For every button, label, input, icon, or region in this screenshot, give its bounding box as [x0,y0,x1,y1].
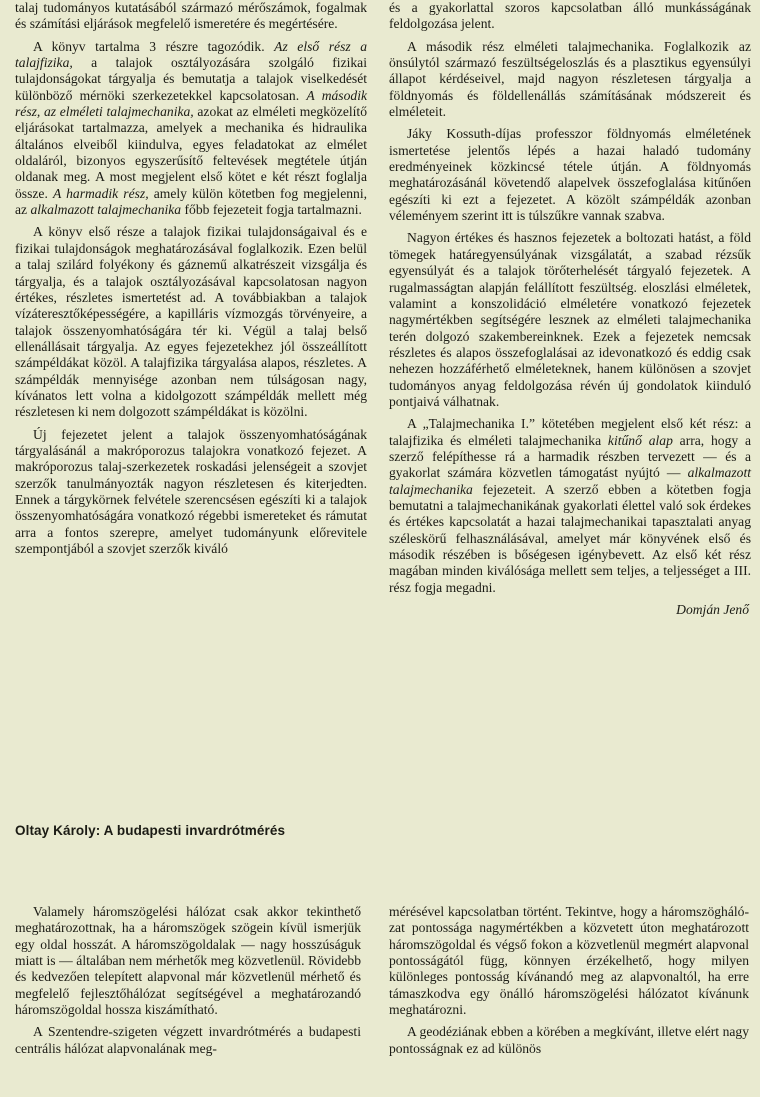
article-heading: Oltay Károly: A budapesti invardrótmérés [15,823,286,838]
paragraph: Új fejezetet jelent a talajok összenyomhatóságának tárgyalásánál a makróporozus talajokra vonatkozó fejezet. A makróporozus talaj-szerkezetek roskadási jelenségeit a szovjet szerzők tanulmányozták nagyon részletesen és kiterjedten. Ennek a tárgykörnek felvétele szerencsésen egészíti ki a talajok összenyomhatóságára vonatkozó régebbi ismereteket és rámutat arra a fontos szerepre, amelyet tudományunk előrevitele szempontjából a szovjet szerzők kiváló [15,426,367,556]
paragraph: mérésével kapcsolatban történt. Tekintve, hogy a háromszöghálózat pontossága nagymértékben a közvetett úton meghatározott háromszögoldal és végső fokon a közvetlenül megmért alapvonal pontosságától függ, könnyen érzékelhető, hogy milyen különleges pontosság kívánandó meg az alapvonaltól, ha erre támaszkodva egy önálló háromszögelési hálózatot kívánunk meghatározni. [389,904,749,1018]
paragraph: Nagyon értékes és hasznos fejezetek a boltozati hatást, a föld tömegek határegyensúlyának vizsgálatát, a szabad rézsűk egyensúlyát és a talajok törőterhelését tárgyaló fejezetek. A rugalmasságtan alapján felállított feszültség. eloszlási elméletek, valamint a konszolidáció elméletére vonatkozó fejezetek nagymértékben segítségére lesznek az elméleti talajmechanika terén dolgozó szakembereinknek. Ezek a fejezetek nemcsak részletes és alapos összefoglalásai az idevonatkozó és eddig csak nehezen hozzáférhető elméleteknek, hanem különösen a szovjet tudományos anyag feldolgozása révén új gondolatok kiinduló pontjaivá válhatnak. [389,230,751,409]
paragraph: Valamely háromszögelési hálózat csak akkor tekinthető meghatározottnak, ha a háromszögek szögein kívül ismerjük egy oldal hosszát. A háromszögoldalak — nagy hosszúságuk miatt is — általában nem mérhetők meg közvetlenül. Rövidebb és kedvezően telepített alapvonal már közvetlenül mérhető és megfelelő fejlesztőhálózat segítségével a meghatározandó háromszögoldal hossza kiszámítható. [15,904,361,1018]
article-left-column [15,904,361,1063]
paragraph: A második rész elméleti talajmechanika. Foglalkozik az önsúlytól származó feszültségeloszlás és a plasztikus egyensúlyi állapot kérdéseivel, majd nagyon részletesen tárgyalja a földnyomás és földellenállás számításának módszereit és elméleteit. [389,38,751,120]
paragraph: A könyv első része a talajok fizikai tulajdonságaival és e fizikai tulajdonságok meghatározásával foglalkozik. Ezen belül a talaj szilárd folyékony és gáznemű alkatrészeit vizsgálja és tárgyalja, és a talajok osztályozásával kapcsolatosan nagyon értékes, részletes ismertetést ad. A továbbiakban a talajok vízáteresztőképességére, a kapilláris vízmozgás törvényeire, a talajok összenyomhatóságára tér ki. Végül a talaj belső ellenállásait tárgyalja. Az egyes fejezetekhez jól összeállított számpéldákat közöl. A talajfizika tárgyalása alapos, részletes. A számpéldák mennyisége azonban nem túlságosan nagy, kívánatos lett volna a kidolgozott számpéldák mellett még részletesen ki nem dolgozott számpéldákat is közölni. [15,224,367,420]
paragraph: A Szentendre-szigeten végzett invardrótmérés a budapesti centrális hálózat alapvonalának meg- [15,1024,361,1056]
paragraph: talaj tudományos kutatásából származó mérőszámok, fogalmak és számítási eljárások megfelelő ismeretére és megértésére. [15,0,367,32]
paragraph: A geodéziának ebben a körében a megkívánt, illetve elért nagy pontosságnak ez ad különös [389,1024,749,1056]
paragraph: A „Talajmechanika I.” kötetében megjelent első két rész: a talajfizika és elméleti talajmechanika kitűnő alap arra, hogy a szerző felépíthesse rá a harmadik részben tervezett — és a gyakorlat számára közvetlen támogatást nyújtó — alkalmazott talajmechanika fejezeteit. A szerző ebben a kötetben fogja bemutatni a talajmechanikának gyakorlati élettel való sok érdekes és értékes kapcsolatát a hazai talajmechanikai tapasztalati anyag széleskörű felhasználásával, amelyet már könyvének első és második részében is bőségesen igénybevett. Az első két rész magában minden kiválósága mellett sem teljes, a teljességet a III. rész fogja megadni. [389,416,752,595]
article-right-column [389,904,749,1063]
paragraph: Jáky Kossuth-díjas professzor földnyomás elméletének ismertetése jelentős lépés a hazai haladó tudomány eredményeinek közkincsé tétele útján. A földnyomás meghatározásánál követendő alapelvek összefoglalása kitűnően egészíti ki ezt a fejezetet. A közölt számpéldák azonban véleményem szerint itt is túlszűkre vannak szabva. [389,126,751,224]
review-right-column [389,0,751,624]
review-left-column [15,0,367,563]
review-signature: Domján Jenő [676,602,749,618]
paragraph: A könyv tartalma 3 részre tagozódik. Az első rész a talajfizika, a talajok osztályozására szolgáló fizikai tulajdonságokat tárgyalja és bemutatja a talajok viselkedését különböző mérnöki szerkezetekkel kapcsolatosan. A második rész, az elméleti talajmechanika, azokat az elméleti megközelítő eljárásokat tartalmazza, amelyek a mechanika és hidraulika általános elveiből kiindulva, egyes feladatokat az elmélet oldaláról, bizonyos egyszerűsítő feltevések megtétele útján oldanak meg. A most megjelent első kötet e két részt foglalja össze. A harmadik rész, amely külön kötetben fog megjelenni, az alkalmazott talajmechanika főbb fejezeteit fogja tartalmazni. [15,38,368,218]
paragraph: és a gyakorlattal szoros kapcsolatban álló munkásságának feldolgozása jelent. [389,0,751,32]
